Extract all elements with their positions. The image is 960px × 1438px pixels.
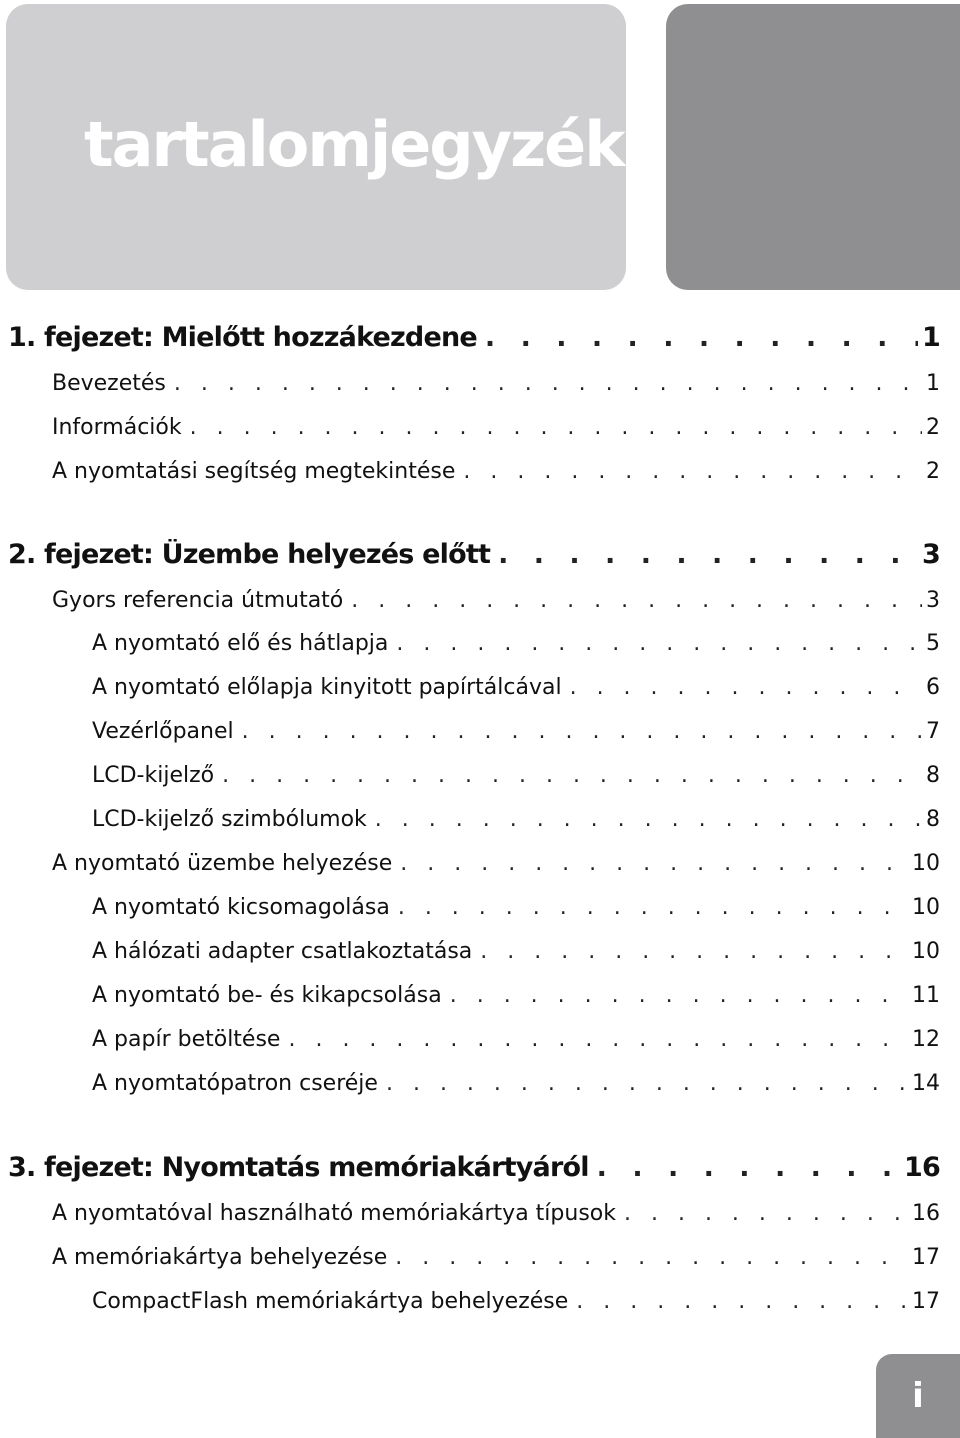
toc-entry[interactable] [92,763,940,795]
toc-entry[interactable] [92,675,940,707]
toc-entry-title: 3. fejezet: Nyomtatás memóriakártyáról [8,1152,589,1183]
toc-entry-page: 3 [926,588,940,613]
toc-entry-title: CompactFlash memóriakártya behelyezése [92,1289,569,1314]
toc-entry-page: 7 [926,719,940,744]
toc-entry-title: A papír betöltése [92,1027,281,1052]
dot-leader [395,1245,908,1270]
toc-entry[interactable] [52,1245,940,1277]
dot-leader [624,1201,908,1226]
toc-entry-title: Gyors referencia útmutató [52,588,344,613]
toc-entry-page: 6 [926,675,940,700]
toc-entry-title: Vezérlőpanel [92,719,234,744]
toc-entry[interactable] [92,719,940,751]
toc-entry-page: 11 [912,983,940,1008]
dot-leader [398,895,908,920]
page-title: tartalomjegyzék [84,108,624,181]
toc-entry-page: 10 [912,895,940,920]
toc-entry-title: Bevezetés [52,371,166,396]
toc-entry[interactable] [92,1289,940,1321]
dot-leader [400,851,908,876]
page-number-tab [876,1354,960,1438]
toc-entry-page: 1 [926,371,940,396]
dot-leader [386,1071,908,1096]
title-banner-accent [666,4,960,290]
dot-leader [396,631,922,656]
toc-entry-page: 14 [912,1071,940,1096]
dot-leader [576,1289,908,1314]
toc-entry-title: LCD-kijelző szimbólumok [92,807,367,832]
toc-entry-page: 17 [912,1289,940,1314]
toc-entry-title: A nyomtató be- és kikapcsolása [92,983,442,1008]
dot-leader [570,675,922,700]
dot-leader [480,939,908,964]
toc-entry[interactable] [52,1201,940,1233]
toc-entry[interactable] [92,895,940,927]
dot-leader [450,983,908,1008]
toc-entry[interactable] [52,371,940,403]
page-number: i [912,1376,924,1416]
toc-entry-title: 1. fejezet: Mielőtt hozzákezdene [8,322,477,353]
toc-entry-page: 8 [926,807,940,832]
toc-entry-title: A nyomtató kicsomagolása [92,895,390,920]
toc-entry-page: 3 [922,539,940,570]
dot-leader [174,371,922,396]
toc-entry[interactable] [92,939,940,971]
toc-entry[interactable] [52,415,940,447]
toc-entry-title: A nyomtató üzembe helyezése [52,851,393,876]
toc-entry-title: Információk [52,415,182,440]
dot-leader [375,807,922,832]
toc-entry-page: 17 [912,1245,940,1270]
toc-entry-page: 2 [926,459,940,484]
dot-leader [288,1027,908,1052]
toc-entry-title: A memóriakártya behelyezése [52,1245,388,1270]
dot-leader [498,539,918,570]
toc-chapter-entry[interactable] [8,539,940,579]
dot-leader [485,322,918,353]
toc-entry-page: 12 [912,1027,940,1052]
dot-leader [351,588,922,613]
toc-chapter-entry[interactable] [8,1152,940,1192]
toc-entry[interactable] [92,1071,940,1103]
toc-entry[interactable] [52,588,940,620]
toc-entry-page: 8 [926,763,940,788]
dot-leader [190,415,922,440]
dot-leader [597,1152,900,1183]
dot-leader [222,763,922,788]
toc-chapter-entry[interactable] [8,322,940,362]
toc-entry[interactable] [52,851,940,883]
toc-entry[interactable] [92,1027,940,1059]
toc-entry-page: 1 [922,322,940,353]
toc-entry-title: A nyomtató előlapja kinyitott papírtálcával [92,675,562,700]
toc-entry-page: 2 [926,415,940,440]
toc-entry-page: 5 [926,631,940,656]
toc-entry-title: A nyomtatási segítség megtekintése [52,459,456,484]
toc-entry-title: A hálózati adapter csatlakoztatása [92,939,473,964]
toc-entry-page: 16 [904,1152,940,1183]
toc-entry-title: LCD-kijelző [92,763,215,788]
toc-entry[interactable] [92,631,940,663]
dot-leader [463,459,922,484]
toc-entry-page: 10 [912,939,940,964]
dot-leader [242,719,922,744]
toc-entry-title: A nyomtatópatron cseréje [92,1071,378,1096]
toc-entry-title: 2. fejezet: Üzembe helyezés előtt [8,539,491,570]
toc-entry-page: 10 [912,851,940,876]
toc-entry[interactable] [92,983,940,1015]
toc-entry[interactable] [92,807,940,839]
toc-entry-page: 16 [912,1201,940,1226]
toc-entry[interactable] [52,459,940,491]
toc-entry-title: A nyomtató elő és hátlapja [92,631,389,656]
toc-entry-title: A nyomtatóval használható memóriakártya típusok [52,1201,616,1226]
